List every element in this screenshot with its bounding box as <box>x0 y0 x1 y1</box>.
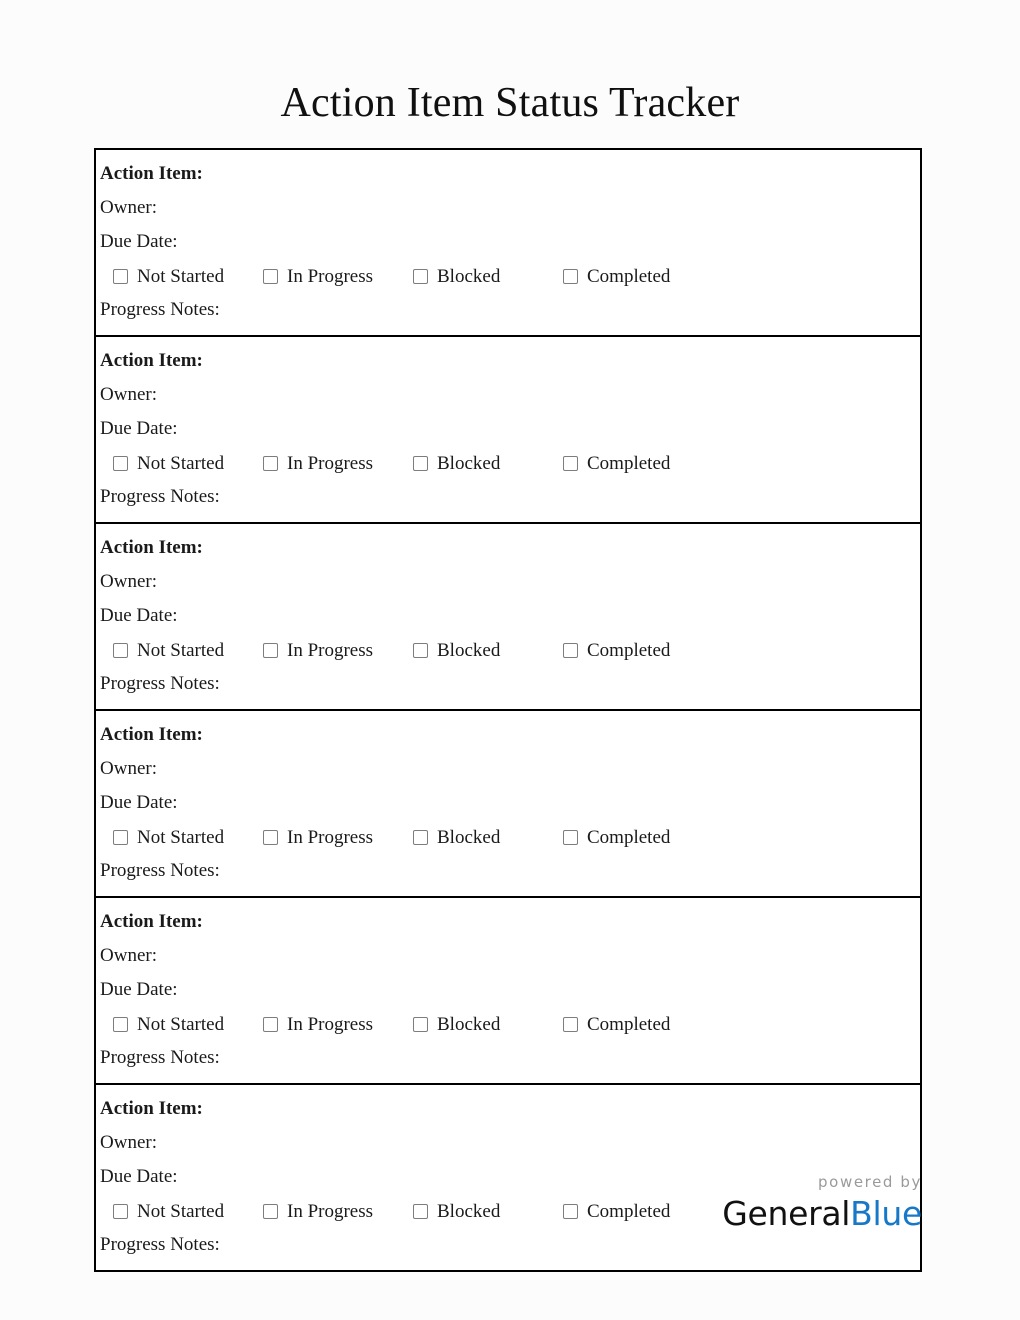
status-option-label: Completed <box>587 1013 671 1035</box>
status-option-blocked[interactable] <box>413 820 500 854</box>
progress-notes-field[interactable]: Progress Notes: <box>100 673 220 694</box>
status-option-label: Blocked <box>437 452 501 474</box>
status-option-in-progress[interactable] <box>263 259 373 293</box>
checkbox-not-started-icon[interactable] <box>113 269 128 284</box>
checkbox-in-progress-icon[interactable] <box>263 643 278 658</box>
owner-field[interactable]: Owner: <box>100 758 157 779</box>
status-option-label: Completed <box>587 1200 671 1222</box>
checkbox-blocked-icon[interactable] <box>413 1204 428 1219</box>
action-item-block <box>96 524 920 711</box>
status-option-label: Not Started <box>137 639 225 661</box>
owner-field[interactable]: Owner: <box>100 1132 157 1153</box>
action-item-field[interactable]: Action Item: <box>100 350 203 371</box>
checkbox-blocked-icon[interactable] <box>413 456 428 471</box>
owner-field[interactable]: Owner: <box>100 197 157 218</box>
checkbox-in-progress-icon[interactable] <box>263 1204 278 1219</box>
checkbox-completed-icon[interactable] <box>563 1017 578 1032</box>
status-option-label: Not Started <box>137 826 225 848</box>
brand-name <box>722 1194 922 1234</box>
progress-notes-field[interactable]: Progress Notes: <box>100 1234 220 1255</box>
checkbox-not-started-icon[interactable] <box>113 456 128 471</box>
checkbox-completed-icon[interactable] <box>563 269 578 284</box>
checkbox-blocked-icon[interactable] <box>413 830 428 845</box>
brand-name-blue: Blue <box>850 1194 922 1233</box>
status-option-in-progress[interactable] <box>263 1194 373 1228</box>
action-item-field[interactable]: Action Item: <box>100 1098 203 1119</box>
checkbox-completed-icon[interactable] <box>563 456 578 471</box>
status-option-completed[interactable] <box>563 446 670 480</box>
status-options-row <box>96 1007 920 1041</box>
status-option-label: In Progress <box>287 826 374 848</box>
powered-by-label: powered by <box>818 1173 922 1191</box>
status-option-label: Blocked <box>437 265 501 287</box>
status-options-row <box>96 259 920 293</box>
progress-notes-field[interactable]: Progress Notes: <box>100 1047 220 1068</box>
status-option-label: Completed <box>587 639 671 661</box>
due-date-field[interactable]: Due Date: <box>100 979 178 1000</box>
status-option-not-started[interactable] <box>113 633 224 667</box>
status-option-not-started[interactable] <box>113 1007 224 1041</box>
status-option-completed[interactable] <box>563 259 670 293</box>
checkbox-not-started-icon[interactable] <box>113 643 128 658</box>
status-option-label: Blocked <box>437 639 501 661</box>
due-date-field[interactable]: Due Date: <box>100 1166 178 1187</box>
status-option-label: Completed <box>587 452 671 474</box>
owner-field[interactable]: Owner: <box>100 571 157 592</box>
action-item-field[interactable]: Action Item: <box>100 537 203 558</box>
checkbox-in-progress-icon[interactable] <box>263 269 278 284</box>
due-date-field[interactable]: Due Date: <box>100 792 178 813</box>
checkbox-completed-icon[interactable] <box>563 643 578 658</box>
status-option-blocked[interactable] <box>413 259 500 293</box>
status-option-label: Not Started <box>137 1200 225 1222</box>
action-item-block <box>96 337 920 524</box>
checkbox-in-progress-icon[interactable] <box>263 1017 278 1032</box>
brand-name-general: General <box>722 1194 851 1233</box>
status-option-completed[interactable] <box>563 820 670 854</box>
status-option-blocked[interactable] <box>413 1007 500 1041</box>
checkbox-blocked-icon[interactable] <box>413 269 428 284</box>
checkbox-blocked-icon[interactable] <box>413 1017 428 1032</box>
status-option-label: In Progress <box>287 265 374 287</box>
status-options-row <box>96 820 920 854</box>
page-title: Action Item Status Tracker <box>280 80 740 126</box>
due-date-field[interactable]: Due Date: <box>100 605 178 626</box>
checkbox-in-progress-icon[interactable] <box>263 456 278 471</box>
status-option-label: In Progress <box>287 452 374 474</box>
status-option-blocked[interactable] <box>413 1194 500 1228</box>
status-option-label: Blocked <box>437 826 501 848</box>
owner-field[interactable]: Owner: <box>100 384 157 405</box>
status-option-not-started[interactable] <box>113 1194 224 1228</box>
status-option-not-started[interactable] <box>113 259 224 293</box>
checkbox-blocked-icon[interactable] <box>413 643 428 658</box>
checkbox-not-started-icon[interactable] <box>113 1017 128 1032</box>
action-item-block <box>96 898 920 1085</box>
status-option-label: Not Started <box>137 452 225 474</box>
status-option-in-progress[interactable] <box>263 820 373 854</box>
status-option-in-progress[interactable] <box>263 1007 373 1041</box>
owner-field[interactable]: Owner: <box>100 945 157 966</box>
status-options-row <box>96 633 920 667</box>
status-option-blocked[interactable] <box>413 446 500 480</box>
status-option-label: In Progress <box>287 1200 374 1222</box>
status-option-completed[interactable] <box>563 1194 670 1228</box>
footer-logo <box>722 1172 922 1234</box>
status-option-not-started[interactable] <box>113 446 224 480</box>
status-option-label: Blocked <box>437 1013 501 1035</box>
status-option-label: In Progress <box>287 1013 374 1035</box>
status-option-in-progress[interactable] <box>263 446 373 480</box>
status-option-completed[interactable] <box>563 633 670 667</box>
checkbox-not-started-icon[interactable] <box>113 1204 128 1219</box>
action-item-field[interactable]: Action Item: <box>100 163 203 184</box>
action-item-field[interactable]: Action Item: <box>100 724 203 745</box>
status-option-label: Blocked <box>437 1200 501 1222</box>
action-item-block <box>96 711 920 898</box>
status-option-not-started[interactable] <box>113 820 224 854</box>
due-date-field[interactable]: Due Date: <box>100 418 178 439</box>
checkbox-not-started-icon[interactable] <box>113 830 128 845</box>
action-item-block <box>96 150 920 337</box>
status-option-label: Not Started <box>137 265 225 287</box>
status-option-label: In Progress <box>287 639 374 661</box>
progress-notes-field[interactable]: Progress Notes: <box>100 860 220 881</box>
status-option-in-progress[interactable] <box>263 633 373 667</box>
status-options-row <box>96 446 920 480</box>
checkbox-completed-icon[interactable] <box>563 830 578 845</box>
status-option-blocked[interactable] <box>413 633 500 667</box>
progress-notes-field[interactable]: Progress Notes: <box>100 299 220 320</box>
progress-notes-field[interactable]: Progress Notes: <box>100 486 220 507</box>
action-item-field[interactable]: Action Item: <box>100 911 203 932</box>
status-option-label: Not Started <box>137 1013 225 1035</box>
status-option-label: Completed <box>587 265 671 287</box>
checkbox-completed-icon[interactable] <box>563 1204 578 1219</box>
action-item-tracker-table <box>94 148 922 1272</box>
status-option-completed[interactable] <box>563 1007 670 1041</box>
checkbox-in-progress-icon[interactable] <box>263 830 278 845</box>
status-option-label: Completed <box>587 826 671 848</box>
due-date-field[interactable]: Due Date: <box>100 231 178 252</box>
